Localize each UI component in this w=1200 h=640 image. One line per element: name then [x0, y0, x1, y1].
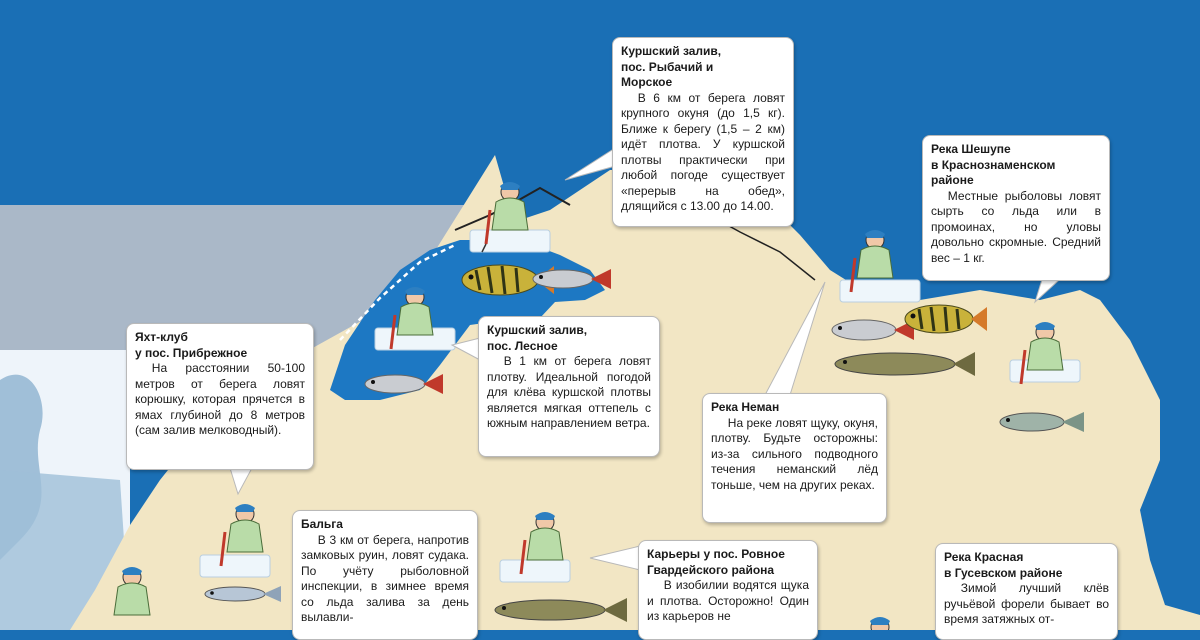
callout-title: Река Шешупе в Краснознаменском районе	[931, 142, 1056, 187]
callout-curonian-rybachy	[612, 37, 794, 227]
callout-krasnaya-river	[935, 543, 1118, 640]
callout-text: В изобилии водятся щука и плотва. Осторожно! Один из карьеров не	[647, 578, 809, 623]
callout-text: На расстоянии 50-100 метров от берега ловят корюшку, которая прячется в ямах глубиной до 8 метров (сам залив мелководный).	[135, 361, 305, 437]
callout-text: Зимой лучший клёв ручьёвой форели бывает во время затяжных от-	[944, 581, 1109, 626]
callout-title: Бальга	[301, 517, 343, 531]
callout-neman-river	[702, 393, 887, 523]
callout-yacht-club	[126, 323, 314, 470]
callout-text: Местные рыболовы ловят сырть со льда или в промоинах, но уловы довольно скромные. Средний вес – 1 кг.	[931, 188, 1101, 265]
callout-sheshupe-river	[922, 135, 1110, 281]
callout-curonian-lesnoe	[478, 316, 660, 457]
callout-title: Карьеры у пос. Ровное Гвардейского района	[647, 547, 785, 577]
callout-title: Река Неман	[711, 400, 780, 414]
callout-rovnoe-quarries	[638, 540, 818, 640]
callout-title: Река Красная в Гусевском районе	[944, 550, 1063, 580]
callout-title: Куршский залив, пос. Лесное	[487, 323, 588, 353]
callout-balga	[292, 510, 478, 640]
callout-text: В 1 км от берега ловят плотву. Идеальной погодой для клёва куршской плотвы является мягкая оттепель с южным направлением ветра.	[487, 354, 651, 430]
callout-title: Яхт-клуб у пос. Прибрежное	[135, 330, 248, 360]
callout-text: В 3 км от берега, напротив замковых руин, ловят судака. По учёту рыболовной инспекции, в зимнее время со льда залива за день вылавли-	[301, 532, 469, 624]
callout-text: На реке ловят щуку, окуня, плотву. Будьте осторожны: из-за сильного подводного течения неманский лёд тоньше, чем на других реках.	[711, 415, 878, 492]
callout-title: Куршский залив, пос. Рыбачий и Морское	[621, 44, 722, 89]
callout-text: В 6 км от берега ловят крупного окуня (до 1,5 кг). Ближе к берегу (1,5 – 2 км) идёт плотва. У куршской плотвы практически при любой погоде существует «перерыв на обед», длящийся с 13.00 до 14.00.	[621, 90, 785, 213]
